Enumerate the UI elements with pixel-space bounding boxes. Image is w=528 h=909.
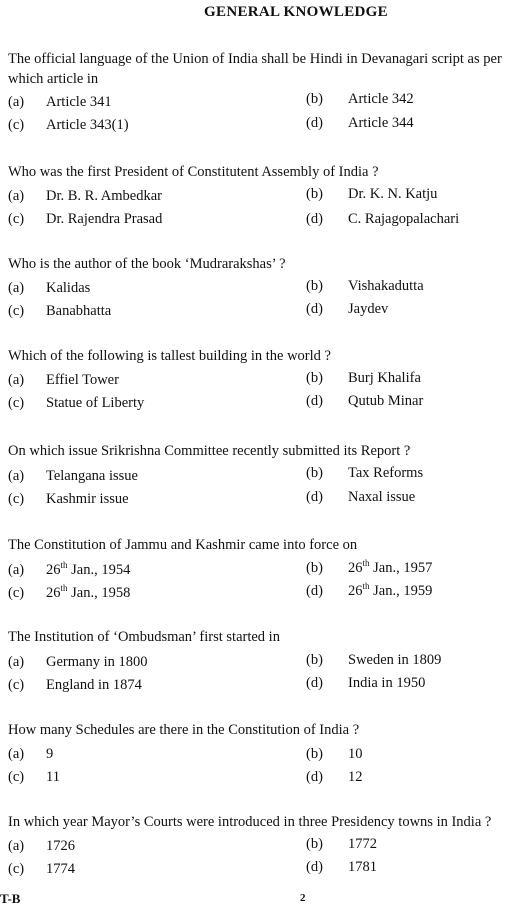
option-b: (b) Burj Khalifa: [306, 370, 421, 386]
option-c: (c) 26th Jan., 1958: [8, 583, 131, 601]
option-a: (a) Germany in 1800: [8, 654, 148, 670]
option-b: (b) Sweden in 1809: [306, 652, 442, 668]
option-d: (d) C. Rajagopalachari: [306, 211, 460, 227]
question-2: [8, 162, 460, 232]
question-text: How many Schedules are there in the Constitution of India ?: [8, 722, 360, 738]
option-a: (a) Effiel Tower: [8, 372, 119, 388]
question-text: The Institution of ‘Ombudsman’ first started in: [8, 629, 280, 645]
option-a: (a) 9: [8, 746, 54, 762]
option-a: (a) 26th Jan., 1954: [8, 560, 131, 578]
question-3: [8, 254, 452, 324]
question-4: [8, 346, 452, 416]
option-b: (b) 1772: [306, 836, 377, 852]
option-c: (c) Statue of Liberty: [8, 395, 145, 411]
option-a: (a) 1726: [8, 838, 75, 854]
option-b: (b) Dr. K. N. Katju: [306, 186, 438, 202]
option-c: (c) 1774: [8, 861, 75, 877]
option-c: (c) Article 343(1): [8, 117, 129, 133]
question-text: On which issue Srikrishna Committee recently submitted its Report ?: [8, 443, 411, 459]
option-d: (d) 26th Jan., 1959: [306, 581, 433, 599]
question-8: [8, 720, 452, 790]
option-c: (c) Kashmir issue: [8, 491, 129, 507]
option-b: (b) Article 342: [306, 91, 414, 107]
question-5: [8, 441, 452, 512]
booklet-code: T-B: [0, 891, 21, 906]
option-b: (b) 26th Jan., 1957: [306, 558, 433, 576]
option-d: (d) Article 344: [306, 115, 414, 131]
option-a: (a) Kalidas: [8, 280, 91, 296]
option-b: (b) Tax Reforms: [306, 465, 424, 481]
option-c: (c) Dr. Rajendra Prasad: [8, 211, 163, 227]
option-d: (d) Naxal issue: [306, 489, 416, 505]
question-text: The Constitution of Jammu and Kashmir came into force on: [8, 537, 358, 553]
option-b: (b) Vishakadutta: [306, 278, 424, 294]
question-text: Who is the author of the book ‘Mudrarakshas’ ?: [8, 256, 286, 272]
option-d: (d) 1781: [306, 859, 377, 875]
page-title: GENERAL KNOWLEDGE: [204, 4, 388, 20]
option-d: (d) Jaydev: [306, 301, 389, 317]
option-a: (a) Article 341: [8, 94, 112, 110]
question-text: In which year Mayor’s Courts were introduced in three Presidency towns in India ?: [8, 814, 492, 830]
option-d: (d) India in 1950: [306, 675, 426, 691]
question-text: Who was the first President of Constitutent Assembly of India ?: [8, 164, 379, 180]
option-a: (a) Dr. B. R. Ambedkar: [8, 188, 162, 204]
question-9: [8, 812, 492, 882]
question-1: [8, 49, 502, 138]
option-d: (d) Qutub Minar: [306, 393, 424, 409]
option-c: (c) 11: [8, 769, 60, 785]
question-text: The official language of the Union of India shall be Hindi in Devanagari script as per which article in: [8, 51, 502, 87]
page-number: 2: [300, 892, 306, 904]
option-b: (b) 10: [306, 746, 363, 762]
question-text: Which of the following is tallest building in the world ?: [8, 348, 331, 364]
question-6: [8, 535, 452, 606]
option-c: (c) England in 1874: [8, 677, 142, 693]
option-d: (d) 12: [306, 769, 363, 785]
option-a: (a) Telangana issue: [8, 468, 138, 484]
option-c: (c) Banabhatta: [8, 303, 112, 319]
question-7: [8, 627, 452, 698]
